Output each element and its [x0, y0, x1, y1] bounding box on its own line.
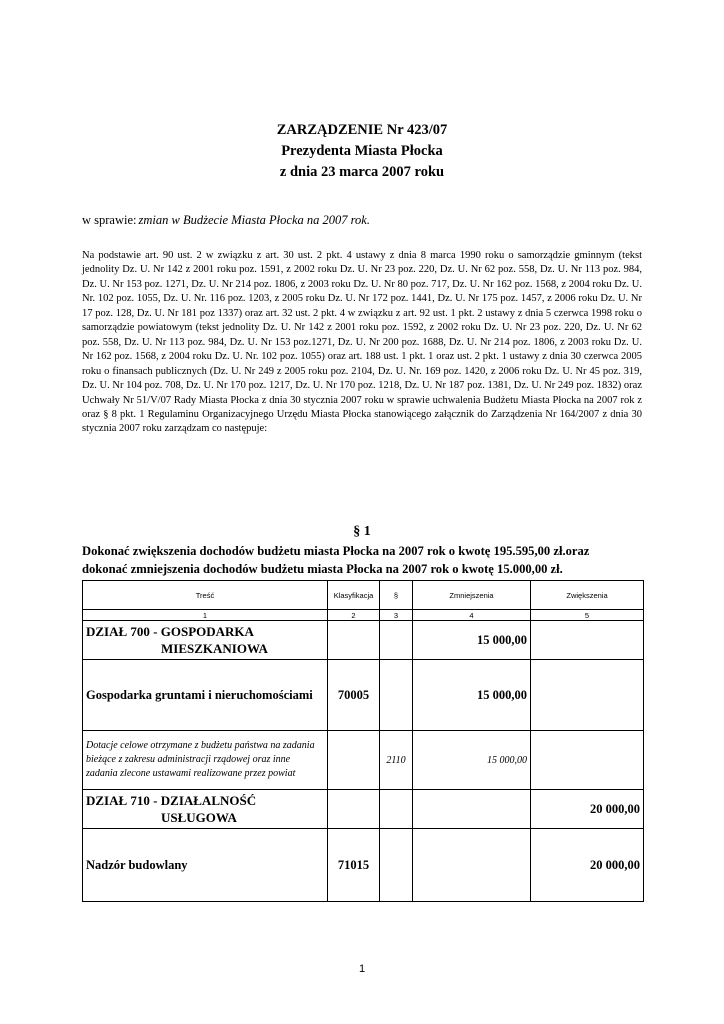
- table-header-row: [83, 581, 644, 610]
- section-number: § 1: [353, 524, 371, 539]
- cell-zmniejszenia: [413, 790, 531, 829]
- header-zmniejszenia: Zmniejszenia: [413, 581, 531, 610]
- section-decision: [82, 542, 642, 578]
- cell-zmniejszenia: 15 000,00: [413, 731, 531, 790]
- title-line-3: z dnia 23 marca 2007 roku: [279, 164, 445, 180]
- col-number: 4: [413, 610, 531, 621]
- cell-klasyfikacja: [328, 731, 380, 790]
- cell-tresc: Nadzór budowlany: [83, 829, 328, 902]
- cell-tresc: Gospodarka gruntami i nieruchomościami: [83, 660, 328, 731]
- subject-line: [82, 213, 370, 228]
- cell-zwiekszenia: [531, 660, 644, 731]
- header-klasyfikacja: Klasyfikacja: [328, 581, 380, 610]
- table-row-rozdzial-70005: [83, 660, 644, 731]
- cell-paragraf: [380, 621, 413, 660]
- cell-paragraf: 2110: [380, 731, 413, 790]
- cell-tresc: [83, 790, 328, 829]
- title-line-1: ZARZĄDZENIE Nr 423/07: [276, 122, 448, 138]
- legal-basis-text: Na podstawie art. 90 ust. 2 w związku z art. 30 ust. 2 pkt. 4 ustawy z dnia 8 marca 1990 roku o samorządzie gminnym (tekst jednolity Dz. U. Nr 142 z 2001 roku poz. 1591, z 2002 roku Dz. U. Nr 23 poz. 220, Dz. U. Nr 62 poz. 558, Dz. U. Nr 113 poz. 984, Dz. U. Nr 153 poz. 1271, Dz. U. Nr 214 poz. 1806, z 2003 roku Dz. U. Nr 80 poz. 717, Dz. U. Nr 162 poz. 1568, z 2004 roku Dz. U. Nr. 102 poz. 1055, Dz. U. Nr. 116 poz. 1203, z 2005 roku Dz. U. Nr 172 poz. 1441, Dz. U. Nr 175 poz. 1457, z 2006 roku Dz. U. Nr 17 poz. 128, Dz. U. Nr 181 poz 1337) oraz art. 32 ust. 2 pkt. 4 w związku z art. 92 ust. 1 pkt. 2 ustawy z dnia 5 czerwca 1998 roku o samorządzie powiatowym (tekst jednolity Dz. U. Nr 142 z 2001 roku poz. 1592, z 2002 roku Dz. U. Nr 23 poz. 220, Dz. U. Nr 62 poz. 558, Dz. U. Nr 113 poz. 984, Dz. U. Nr 153 poz.1271, Dz. U. Nr 200 poz. 1688, Dz. U. Nr 214 poz. 1806, z 2003 roku Dz. U. Nr 162 poz. 1568, z 2004 roku Dz. U. Nr. 102 poz. 1055) oraz art. 188 ust. 1 pkt. 1 oraz ust. 2 pkt. 1 ustawy z dnia 30 czerwca 2005 roku o finansach publicznych (Dz. U. Nr 249 z 2005 roku poz. 2104, Dz. U. Nr. 169 poz. 1420, z 2006 roku Dz. U. Nr 45 poz. 319, Dz. U. Nr 104 poz. 708, Dz. U. Nr 170 poz. 1217, Dz. U. Nr 170 poz. 1218, Dz. U. Nr 187 poz. 1381, Dz. U. Nr 249 poz. 1832) oraz Uchwały Nr 51/V/07 Rady Miasta Płocka z dnia 30 stycznia 2007 roku w sprawie uchwalenia Budżetu Miasta Płocka na 2007 rok z oraz § 8 pkt. 1 Regulaminu Organizacyjnego Urzędu Miasta Płocka stanowiącego załącznik do Zarządzenia Nr 164/2007 z dnia 30 stycznia 2007 roku zarządzam co następuje:: [82, 250, 642, 435]
- cell-paragraf: [380, 829, 413, 902]
- cell-zmniejszenia: 15 000,00: [413, 621, 531, 660]
- col-number: 3: [380, 610, 413, 621]
- decision-line-2: dokonać zmniejszenia dochodów budżetu miasta Płocka na 2007 rok o kwotę 15.000,00 zł.: [82, 562, 563, 576]
- cell-paragraf: [380, 660, 413, 731]
- header-zwiekszenia: Zwiększenia: [531, 581, 644, 610]
- cell-zwiekszenia: [531, 621, 644, 660]
- dzial-name-line-1: DZIAŁ 700 - GOSPODARKA: [86, 624, 254, 639]
- cell-tresc: Dotacje celowe otrzymane z budżetu państwa na zadania bieżące z zakresu administracji rządowej oraz inne zadania zlecone ustawami realizowane przez powiat: [83, 731, 328, 790]
- col-number: 5: [531, 610, 644, 621]
- dzial-name-line-2: USŁUGOWA: [161, 810, 237, 825]
- title-line-2: Prezydenta Miasta Płocka: [281, 143, 443, 159]
- dzial-name-line-1: DZIAŁ 710 - DZIAŁALNOŚĆ: [86, 793, 257, 808]
- cell-zwiekszenia: [531, 731, 644, 790]
- cell-zmniejszenia: 15 000,00: [413, 660, 531, 731]
- table-column-numbers-row: [83, 610, 644, 621]
- col-number: 2: [328, 610, 380, 621]
- cell-klasyfikacja: [328, 790, 380, 829]
- cell-tresc: [83, 621, 328, 660]
- page-number: 1: [358, 963, 366, 975]
- cell-paragraf: [380, 790, 413, 829]
- legal-basis-paragraph: [82, 249, 642, 437]
- cell-klasyfikacja: 71015: [328, 829, 380, 902]
- cell-klasyfikacja: [328, 621, 380, 660]
- header-paragraf: §: [380, 581, 413, 610]
- table-row-paragraf-2110: [83, 731, 644, 790]
- table-row-rozdzial-71015: [83, 829, 644, 902]
- decision-line-1: Dokonać zwiększenia dochodów budżetu miasta Płocka na 2007 rok o kwotę 195.595,00 zł.oraz: [82, 544, 590, 558]
- cell-klasyfikacja: 70005: [328, 660, 380, 731]
- table-row-dzial-710: [83, 790, 644, 829]
- cell-zwiekszenia: 20 000,00: [531, 790, 644, 829]
- document-title: [0, 120, 724, 183]
- cell-zmniejszenia: [413, 829, 531, 902]
- cell-zwiekszenia: 20 000,00: [531, 829, 644, 902]
- budget-table: [82, 580, 644, 902]
- subject-text: zmian w Budżecie Miasta Płocka na 2007 rok.: [138, 213, 370, 227]
- dzial-name-line-2: MIESZKANIOWA: [161, 641, 268, 656]
- col-number: 1: [83, 610, 328, 621]
- header-tresc: Treść: [83, 581, 328, 610]
- table-row-dzial-700: [83, 621, 644, 660]
- subject-label: w sprawie:: [82, 213, 137, 227]
